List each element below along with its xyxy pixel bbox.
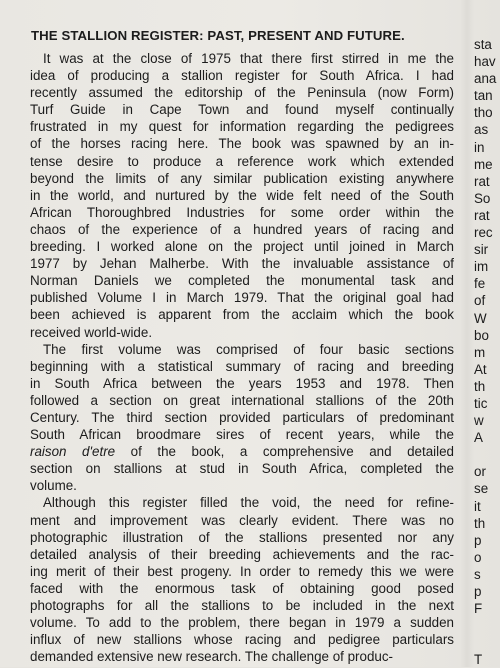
right-column-fragment: it (474, 498, 481, 514)
right-column-fragment: se (474, 481, 489, 497)
right-column-fragment: At (474, 361, 487, 377)
page-gutter (460, 0, 474, 667)
text-line: beginning with a statistical summary of racing and breeding (30, 358, 454, 374)
text-line: volume. To add to the problem, there began in 1979 a sudden (30, 615, 454, 631)
right-column-fragment: tan (474, 88, 493, 104)
right-column-fragment: rat (474, 207, 490, 223)
text-line: The first volume was comprised of four basic sections (43, 341, 454, 357)
text-line: Although this register filled the void, the need for refine- (43, 495, 454, 511)
right-column-fragment: rat (474, 173, 490, 189)
text-line: breeding. I worked alone on the project until joined in March (30, 239, 454, 255)
right-column-fragment: or (474, 464, 486, 480)
right-column-fragment: So (474, 190, 491, 206)
text-line: volume. (30, 478, 77, 494)
text-line: ing merit of their best progeny. In order to remedy this we were (30, 563, 454, 579)
right-column-fragment: ana (474, 71, 497, 87)
paragraph-1 (30, 50, 454, 341)
paragraph-3 (30, 494, 454, 665)
right-column-fragment: sta (474, 37, 492, 52)
text-line: tense desire to produce a reference work which extended (30, 153, 454, 169)
right-column-fragment: tho (474, 105, 493, 121)
text-line: Century. The third section provided particulars of predominant (30, 409, 454, 425)
right-column-fragment: p (474, 532, 482, 548)
right-column-fragment: fe (474, 276, 486, 292)
text-line: It was at the close of 1975 that there first stirred in me the (43, 51, 454, 66)
right-column-fragment (474, 634, 500, 651)
right-column-fragment: as (474, 122, 489, 138)
text-line: faced with the enormous task of obtaining good posed (30, 580, 454, 596)
text-line: Norman Daniels we completed the monumental task and (30, 273, 454, 289)
right-column-fragment: th (474, 515, 486, 531)
right-column-fragment: s (474, 566, 481, 582)
right-column-fragment: o (474, 549, 482, 565)
text-line: chaos of the experience of a hundred years of racing and (30, 221, 454, 237)
right-column-fragment: sir (474, 242, 489, 258)
main-column (30, 28, 454, 665)
right-column-fragment: tic (474, 395, 488, 411)
paragraph-2 (30, 341, 454, 495)
right-column-fragment: A (474, 430, 483, 446)
right-column-fragment: th (474, 378, 486, 394)
text-line: frustrated in my quest for information regarding the pedigrees (30, 119, 454, 135)
right-column-fragment: me (474, 156, 493, 172)
text-line: beyond the limits of any similar publication existing anywhere (30, 170, 454, 186)
text-line: influx of new stallions whose racing and pedigree particulars (30, 632, 454, 648)
text-line: section on stallions at stud in South Africa, completed the (30, 461, 454, 477)
text-line: of the horses racing here. The book was spawned by an in- (30, 136, 454, 152)
right-column-fragment: rec (474, 225, 493, 241)
text-line: in the world, and nurtured by the wide felt need of the South (30, 187, 454, 203)
right-column-fragment: im (474, 259, 489, 275)
text-line: been achieved is apparent from the acclaim which the book (30, 307, 454, 323)
right-column-fragment: hav (474, 54, 496, 70)
text-line: raison d'etre of the book, a comprehensive and detailed (30, 444, 454, 460)
text-line: 1977 by Jehan Malherbe. With the invaluable assistance of (30, 256, 454, 272)
text-line: received world-wide. (30, 324, 153, 340)
right-column-fragment (474, 617, 500, 634)
text-line: Turf Guide in Cape Town and found myself continually (30, 102, 454, 118)
right-column-fragment: p (474, 584, 482, 599)
right-column-fragment: bo (474, 327, 489, 343)
right-column-fragment: in (474, 139, 485, 155)
right-column-fragment: T (474, 652, 483, 668)
right-column-fragment (474, 446, 500, 463)
adjacent-column-fragment (474, 36, 500, 668)
article-title: THE STALLION REGISTER: PAST, PRESENT AND FUTURE. (31, 28, 405, 43)
text-line: African Thoroughbred Industries for some order within the (30, 204, 454, 220)
text-line: idea of producing a stallion register for South Africa. I had (30, 68, 454, 84)
right-column-fragment: W (474, 310, 487, 326)
text-line: in South Africa between the years 1953 and 1978. Then (30, 375, 454, 391)
text-line: photographs for all the stallions to be included in the next (30, 598, 454, 613)
right-column-fragment: w (474, 413, 484, 429)
right-column-fragment: of (474, 293, 486, 309)
text-line: detailed analysis of their breeding achievements and the rac- (30, 546, 454, 562)
text-line: recently assumed the editorship of the Peninsula (now Form) (30, 85, 454, 101)
text-line: photographic illustration of the stallions presented nor any (30, 529, 454, 545)
text-line: demanded extensive new research. The challenge of produc- (30, 649, 394, 665)
right-column-fragment: m (474, 344, 486, 360)
text-line: followed a section on great international stallions of the 20th (30, 392, 454, 408)
text-line: South African broodmare sires of recent years, while the (30, 427, 454, 443)
text-line: ment and improvement was clearly evident. There was no (30, 512, 454, 528)
right-column-fragment: F (474, 601, 483, 617)
text-line: published Volume I in March 1979. That the original goal had (30, 290, 454, 306)
